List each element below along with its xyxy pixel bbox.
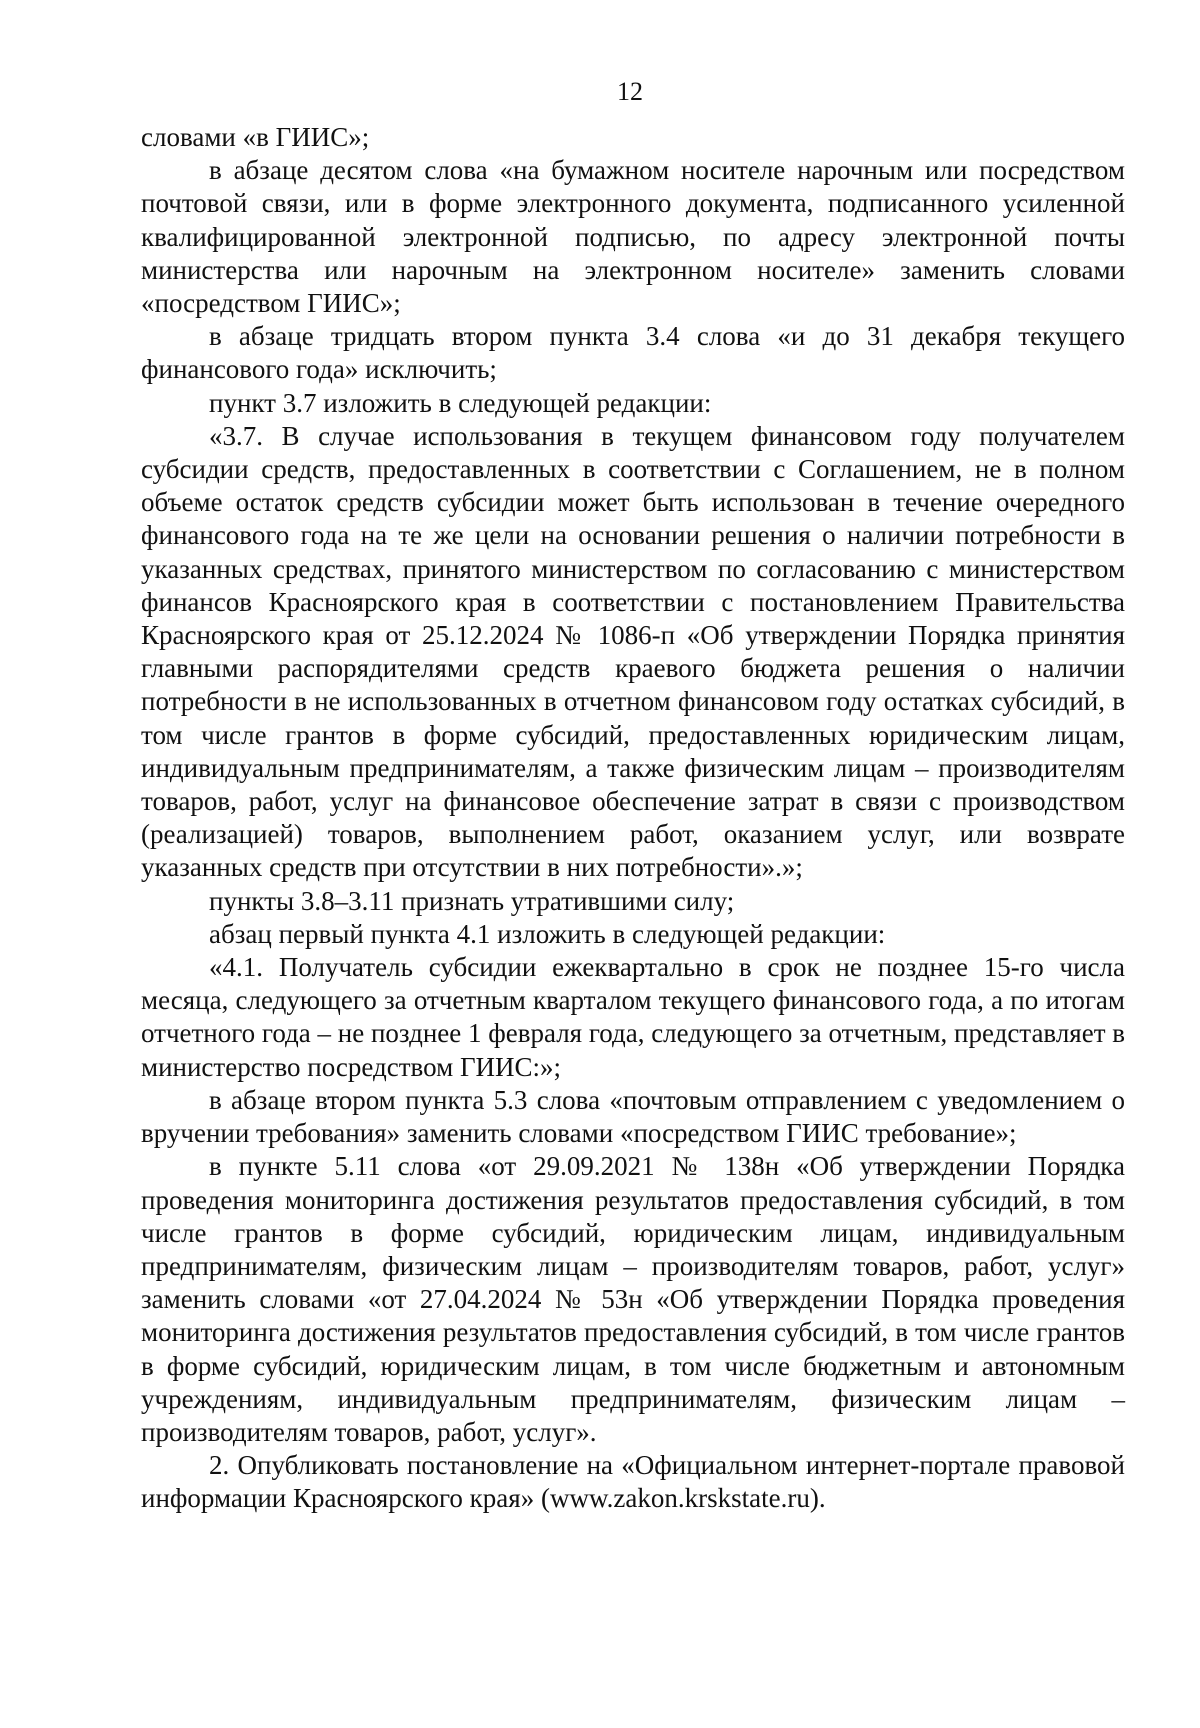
- paragraph-8: «4.1. Получатель субсидии ежеквартально в срок не позднее 15-го числа месяца, следующего за отчетным кварталом текущего финансового года, а по итогам отчетного года – не позднее 1 февраля года, следующего за отчетным, представляет в министерство посредством ГИИС:»;: [141, 952, 1125, 1082]
- paragraph-10: в пункте 5.11 слова «от 29.09.2021 № 138н «Об утверждении Порядка проведения мониторинга достижения результатов предоставления субсидий, в том числе грантов в форме субсидий, юридическим лицам, индивидуальным предпринимателям, физическим лицам – производителям товаров, работ, услуг» заменить словами «от 27.04.2024 № 53н «Об утверждении Порядка проведения мониторинга достижения результатов предоставления субсидий, в том числе грантов в форме субсидий, юридическим лицам, в том числе бюджетным и автономным учреждениям, индивидуальным предпринимателям, физическим лицам – производителям товаров, работ, услуг».: [141, 1151, 1125, 1447]
- paragraph-11: 2. Опубликовать постановление на «Официальном интернет-портале правовой информации Красноярского края» (www.zakon.krskstate.ru).: [141, 1450, 1125, 1514]
- page-number: 12: [617, 77, 643, 106]
- document-body: [141, 121, 1125, 1516]
- paragraph-2: в абзаце десятом слова «на бумажном носителе нарочным или посредством почтовой связи, или в форме электронного документа, подписанного усиленной квалифицированной электронной подписью, по адресу электронной почты министерства или нарочным на электронном носителе» заменить словами «посредством ГИИС»;: [141, 155, 1125, 319]
- paragraph-7: абзац первый пункта 4.1 изложить в следующей редакции:: [209, 918, 886, 949]
- paragraph-3: в абзаце тридцать втором пункта 3.4 слова «и до 31 декабря текущего финансового года» исключить;: [141, 321, 1125, 385]
- paragraph-5: «3.7. В случае использования в текущем финансовом году получателем субсидии средств, предоставленных в соответствии с Соглашением, не в полном объеме остаток средств субсидии может быть использован в течение очередного финансового года на те же цели на основании решения о наличии потребности в указанных средствах, принятого министерством по согласованию с министерством финансов Красноярского края в соответствии с постановлением Правительства Красноярского края от 25.12.2024 № 1086-п «Об утверждении Порядка принятия главными распорядителями средств краевого бюджета решения о наличии потребности в не использованных в отчетном финансовом году остатках субсидий, в том числе грантов в форме субсидий, предоставленных юридическим лицам, индивидуальным предпринимателям, а также физическим лицам – производителям товаров, работ, услуг на финансовое обеспечение затрат в связи с производством (реализацией) товаров, выполнением работ, оказанием услуг, или возврате указанных средств при отсутствии в них потребности».»;: [141, 420, 1125, 883]
- paragraph-1: словами «в ГИИС»;: [141, 122, 370, 152]
- paragraph-4: пункт 3.7 изложить в следующей редакции:: [209, 387, 712, 418]
- paragraph-6: пункты 3.8–3.11 признать утратившими силу;: [209, 885, 735, 916]
- paragraph-9: в абзаце втором пункта 5.3 слова «почтовым отправлением с уведомлением о вручении требования» заменить словами «посредством ГИИС требование»;: [141, 1084, 1125, 1149]
